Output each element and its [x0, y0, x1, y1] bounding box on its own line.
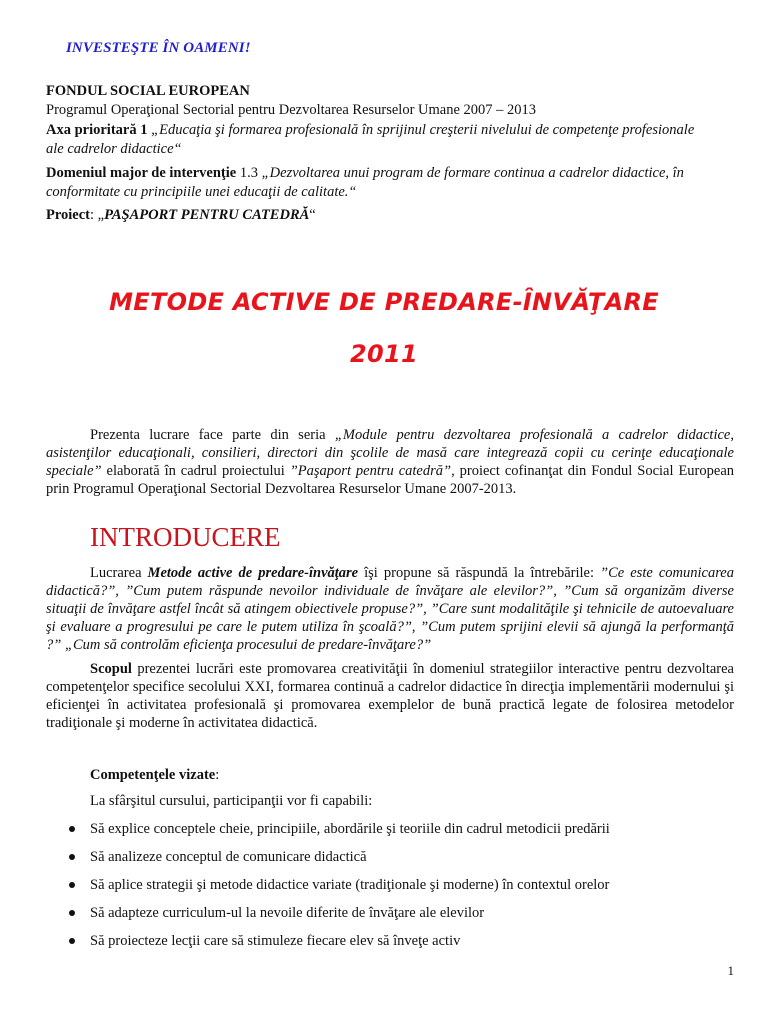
project-name: PAŞAPORT PENTRU CATEDRĂ: [104, 207, 310, 223]
competences-list: [66, 820, 736, 960]
questions-paragraph: [46, 564, 734, 654]
project-sep: : „: [90, 207, 105, 223]
axis-text: „Educaţia şi formarea profesională în sprijinul creşterii nivelului de competenţe profesionale: [147, 122, 695, 138]
intro-paragraph: [46, 426, 734, 498]
list-item-text: Să explice conceptele cheie, principiile, abordările şi teoriile din cadrul metodicii predării: [90, 821, 610, 837]
list-item-text: Să aplice strategii şi metode didactice variate (tradiţionale şi moderne) în contextul orelor: [90, 877, 610, 893]
fund-name: FONDUL SOCIAL EUROPEAN: [46, 83, 250, 99]
domain-number: 1.3: [236, 165, 262, 181]
list-item: [66, 876, 736, 904]
program-line: Programul Operaţional Sectorial pentru Dezvoltarea Resurselor Umane 2007 – 2013: [46, 102, 537, 118]
domain-line: [46, 164, 736, 183]
list-item: [66, 820, 736, 848]
motto: INVESTEŞTE ÎN OAMENI!: [66, 40, 251, 56]
document-title: METODE ACTIVE DE PREDARE-ÎNVĂŢARE: [109, 288, 659, 316]
intro-text: , proiect cofinanţat din Fondul Social European prin Programul Operaţional Sectorial Dezvoltarea Resurselor Umane 2007-2013.: [46, 463, 735, 497]
bullet-icon: [69, 910, 75, 916]
domain-text: „Dezvoltarea unui program de formare continua a cadrelor didactice, în: [261, 165, 684, 181]
document-year: 2011: [350, 340, 418, 368]
domain-label: Domeniul major de intervenţie: [46, 165, 237, 181]
scope-paragraph: [46, 660, 734, 732]
list-item: [66, 932, 736, 960]
list-item: [66, 904, 736, 932]
list-item-text: Să adapteze curriculum-ul la nevoile diferite de învăţare ale elevilor: [90, 905, 485, 921]
intro-text: elaborată în cadrul proiectului: [101, 463, 290, 479]
questions-list: ”Ce este comunicarea didactică?”, ”Cum putem răspunde nevoilor individuale de învăţare ale elevilor?”, ”Cum să organizăm diverse situaţii de învăţare astfel încât să atingem obiectivele propuse?”, ”Care sunt modalităţile şi tehnicile de autoevaluare şi evaluare a progresului pe care le putem utiliza în şcoală?”, ”Cum putem sprijini elevii să ajungă la performanţă ?” „Cum să controlăm eficienţa procesului de predare-învăţare?”: [46, 565, 734, 653]
project-line: [46, 206, 736, 225]
competences-heading: [90, 766, 730, 784]
questions-text: îşi propune să răspundă la întrebările:: [358, 565, 601, 581]
page-number: 1: [727, 963, 734, 978]
questions-text: Lucrarea: [90, 565, 148, 581]
intro-project-name: ”Paşaport pentru catedră”: [289, 463, 452, 479]
intro-text: Prezenta lucrare face parte din seria: [90, 427, 335, 443]
domain-text-cont: conformitate cu principiile unei educaţii de calitate.“: [46, 184, 357, 200]
project-end: “: [309, 207, 316, 223]
work-title: Metode active de predare-învăţare: [147, 565, 359, 581]
scope-text: prezentei lucrări este promovarea creativităţii în domeniul strategiilor interactive pentru dezvoltarea competenţelor specifice secolului XXI, formarea continuă a cadrelor didactice în direcţia implementării modernului şi eficienţei în activitatea profesională şi promovarea exemplelor de bună practică legate de folosirea metodelor tradiţionale şi moderne în activitatea didactică.: [46, 661, 734, 731]
bullet-icon: [69, 854, 75, 860]
competences-intro: La sfârşitul cursului, participanţii vor fi capabili:: [90, 793, 373, 809]
competences-label: Competenţele vizate: [90, 767, 216, 783]
list-item-text: Să proiecteze lecţii care să stimuleze fiecare elev să înveţe activ: [90, 933, 461, 949]
list-item-text: Să analizeze conceptul de comunicare didactică: [90, 849, 367, 865]
bullet-icon: [69, 882, 75, 888]
competences-colon: :: [215, 767, 220, 783]
section-heading: INTRODUCERE: [90, 522, 281, 552]
axis-text-cont: ale cadrelor didactice“: [46, 141, 182, 157]
project-label: Proiect: [46, 207, 91, 223]
axis-label: Axa prioritară 1: [46, 122, 148, 138]
axis-line: [46, 121, 736, 140]
scope-label: Scopul: [90, 661, 132, 677]
list-item: [66, 848, 736, 876]
intro-series-title: „Module pentru dezvoltarea profesională a cadrelor didactice, asistenţilor educaţionali, consilieri, directori din şcolile de masă care integrează copii cu cerinţe educaţionale speciale”: [46, 427, 734, 479]
bullet-icon: [69, 826, 75, 832]
bullet-icon: [69, 938, 75, 944]
